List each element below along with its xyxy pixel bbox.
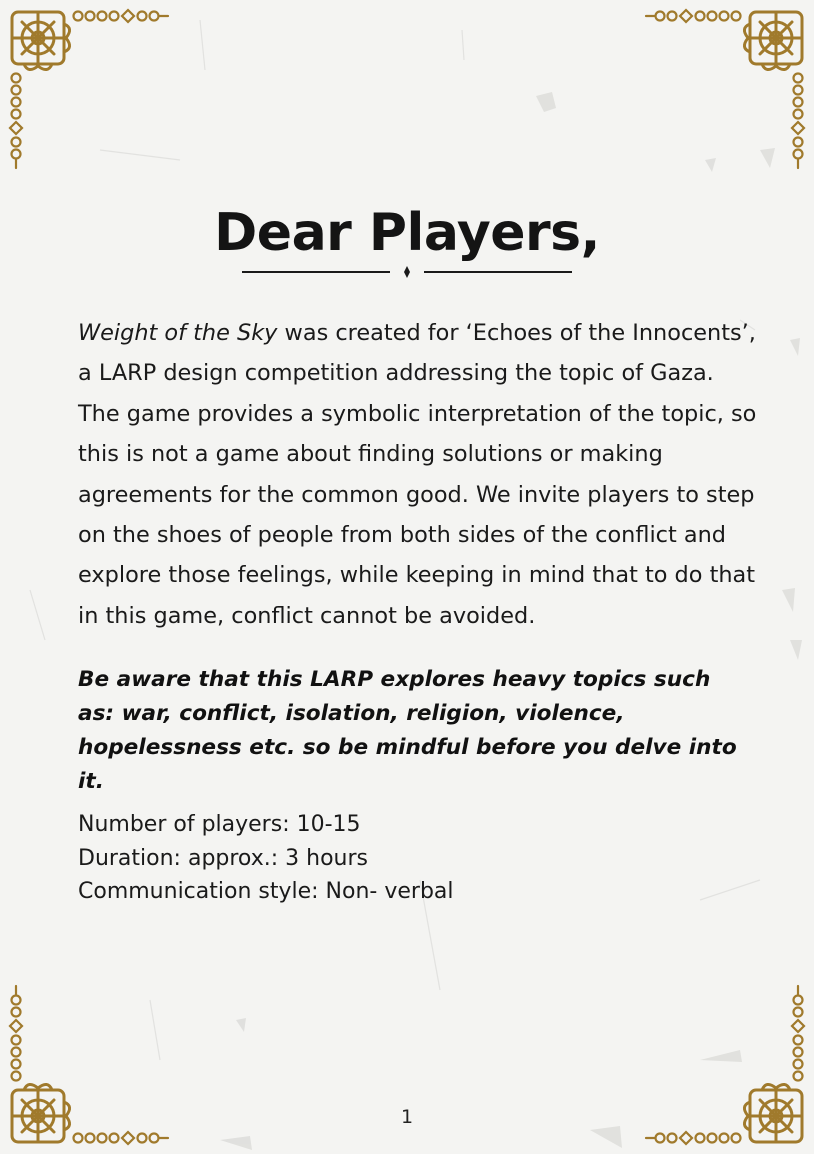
game-title: Weight of the Sky	[78, 320, 278, 346]
players-count: Number of players: 10-15	[78, 812, 361, 837]
game-info	[78, 808, 578, 909]
title-divider	[242, 263, 572, 281]
page-number: 1	[400, 1106, 414, 1128]
intro-text: was created for ‘Echoes of the Innocents’, a LARP design competition addressing the topic of Gaza. The game provides a symbolic interpretation of the topic, so this is not a game about finding solutions or making agreements for the common good. We invite players to step on the shoes of people from both sides of the conflict and explore those feelings, while keeping in mind that to do that in this game, conflict cannot be avoided.	[78, 320, 757, 629]
content-warning: Be aware that this LARP explores heavy topics such as: war, conflict, isolation, religion, violence, hopelessness etc. so be mindful before you delve into it.	[78, 667, 737, 794]
intro-paragraph	[78, 313, 758, 636]
corner-ornament-top-right	[639, 0, 814, 175]
page-title: Dear Players,	[214, 203, 600, 263]
duration: Duration: approx.: 3 hours	[78, 845, 368, 871]
communication-style: Communication style: Non- verbal	[78, 879, 454, 904]
corner-ornament-top-left	[0, 0, 175, 175]
diamond-icon	[404, 266, 410, 278]
